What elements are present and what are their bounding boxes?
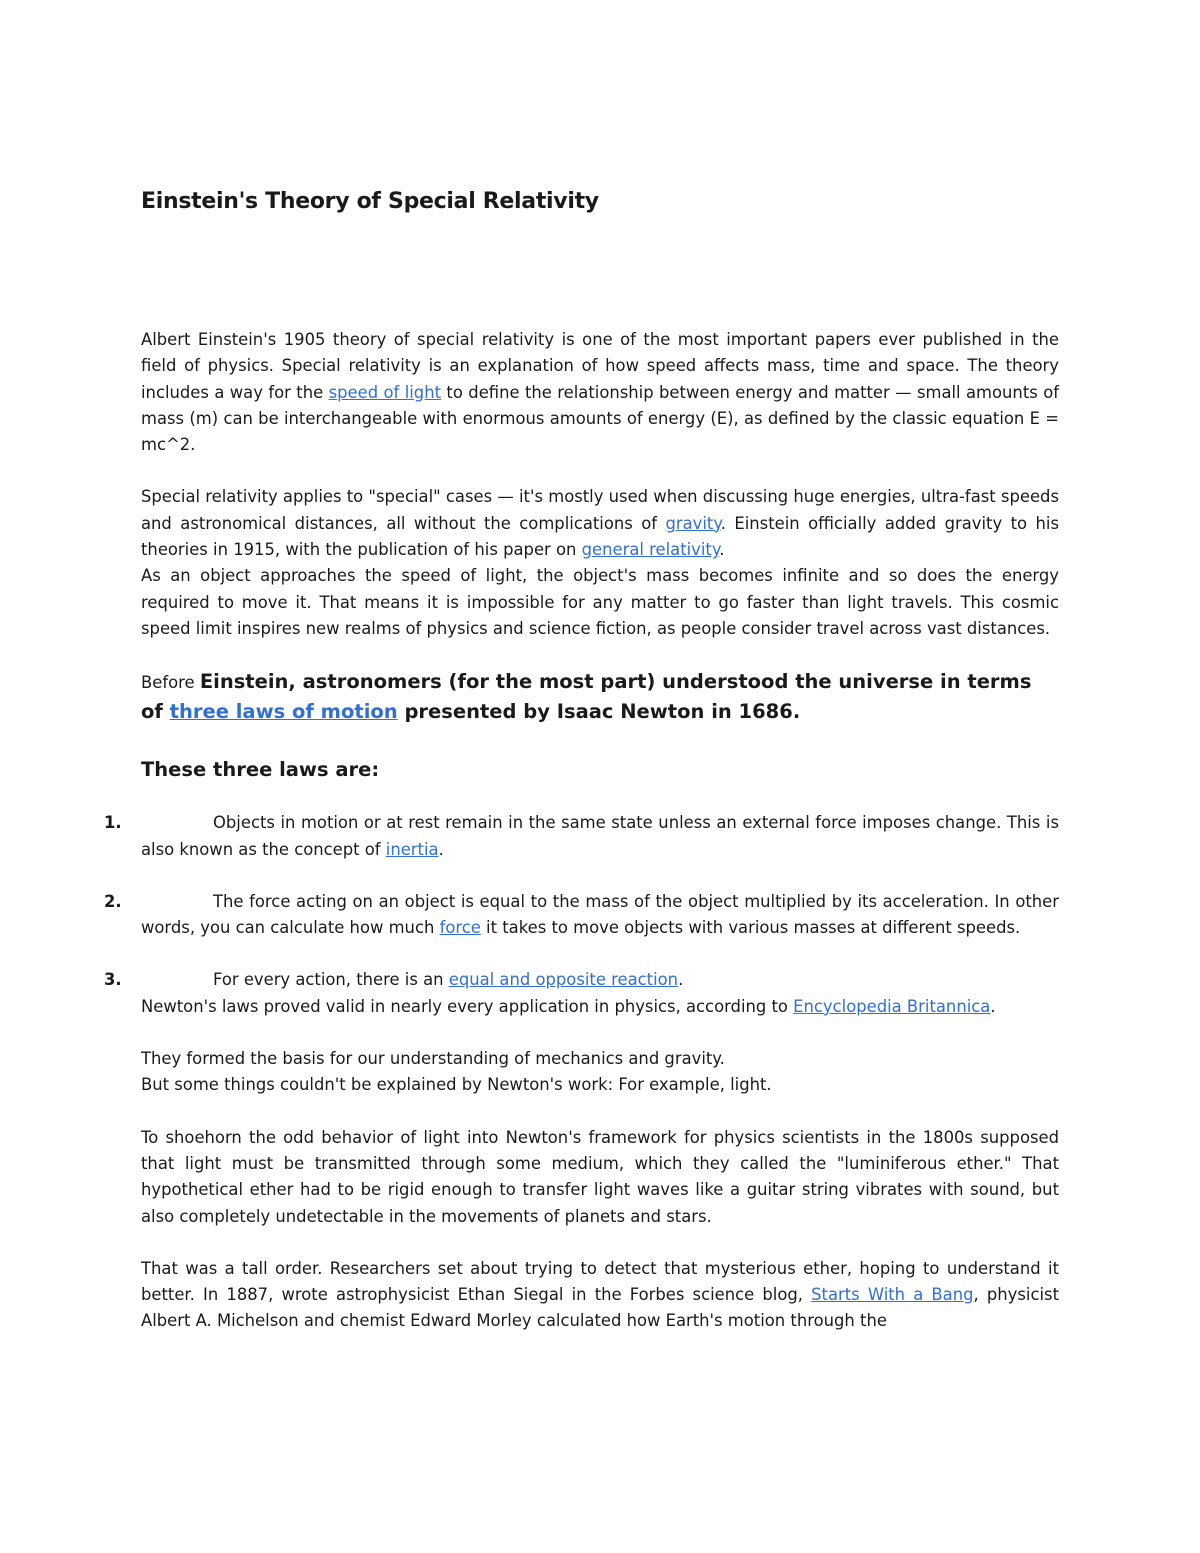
paragraph-intro: Albert Einstein's 1905 theory of special relativity is one of the most important papers ever published in the field of physics. Special relativity is an explanation of how speed affects mass, time and space. The theory includes a way for the speed of light to define the relationship between energy and matter — small amounts of mass (m) can be interchangeable with enormous amounts of energy (E), as defined by the classic equation E = mc^2. xyxy=(141,330,1059,455)
paragraph-newton-intro: Before Einstein, astronomers (for the most part) understood the universe in terms of three laws of motion presented by Isaac Newton in 1686. xyxy=(141,670,1032,723)
paragraph-special-cases: Special relativity applies to "special" cases — it's mostly used when discussing huge energies, ultra-fast speeds and astronomical distances, all without the complications of gravity. Einstein officially added gravity to his theories in 1915, with the publication of his paper on general relativity. xyxy=(141,487,1059,560)
paragraph-newton-valid: Newton's laws proved valid in nearly every application in physics, according to Encyclopedia Britannica. xyxy=(141,996,996,1016)
link-three-laws-of-motion[interactable]: three laws of motion xyxy=(169,699,398,723)
link-inertia[interactable]: inertia xyxy=(385,839,439,859)
document-page xyxy=(104,186,1059,1335)
link-encyclopedia-britannica[interactable]: Encyclopedia Britannica xyxy=(793,996,991,1016)
link-force[interactable]: force xyxy=(439,918,481,938)
paragraph-ether: To shoehorn the odd behavior of light into Newton's framework for physics scientists in the 1800s supposed that light must be transmitted through some medium, which they called the "luminiferous ether." That hypothetical ether had to be rigid enough to transfer light waves like a guitar string vibrates with sound, but also completely undetectable in the movements of planets and stars. xyxy=(141,1127,1059,1226)
paragraph-light: But some things couldn't be explained by Newton's work: For example, light. xyxy=(141,1075,772,1095)
page-title: Einstein's Theory of Special Relativity xyxy=(141,189,599,214)
list-item: 3. For every action, there is an equal and opposite reaction. xyxy=(104,970,684,990)
link-starts-with-a-bang[interactable]: Starts With a Bang xyxy=(811,1285,974,1305)
laws-heading: These three laws are: xyxy=(141,758,380,782)
link-equal-and-opposite-reaction[interactable]: equal and opposite reaction xyxy=(448,970,679,990)
paragraph-basis: They formed the basis for our understanding of mechanics and gravity. xyxy=(141,1049,725,1069)
paragraph-speed-limit: As an object approaches the speed of light, the object's mass becomes infinite and so does the energy required to move it. That means it is impossible for any matter to go faster than light travels. This cosmic speed limit inspires new realms of physics and science fiction, as people consider travel across vast distances. xyxy=(141,566,1059,638)
list-item: 2. The force acting on an object is equal to the mass of the object multiplied by its acceleration. In other words, you can calculate how much force it takes to move objects with various masses at different speeds. xyxy=(104,891,1059,938)
paragraph-michelson-morley: That was a tall order. Researchers set about trying to detect that mysterious ether, hoping to understand it better. In 1887, wrote astrophysicist Ethan Siegal in the Forbes science blog, Starts With a Bang, physicist Albert A. Michelson and chemist Edward Morley calculated how Earth's motion through the xyxy=(141,1258,1059,1331)
link-speed-of-light[interactable]: speed of light xyxy=(328,382,442,402)
link-general-relativity[interactable]: general relativity xyxy=(581,540,720,560)
link-gravity[interactable]: gravity xyxy=(665,513,721,533)
list-item: 1. Objects in motion or at rest remain in the same state unless an external force imposes change. This is also known as the concept of inertia. xyxy=(104,813,1059,859)
laws-list xyxy=(104,810,1059,993)
